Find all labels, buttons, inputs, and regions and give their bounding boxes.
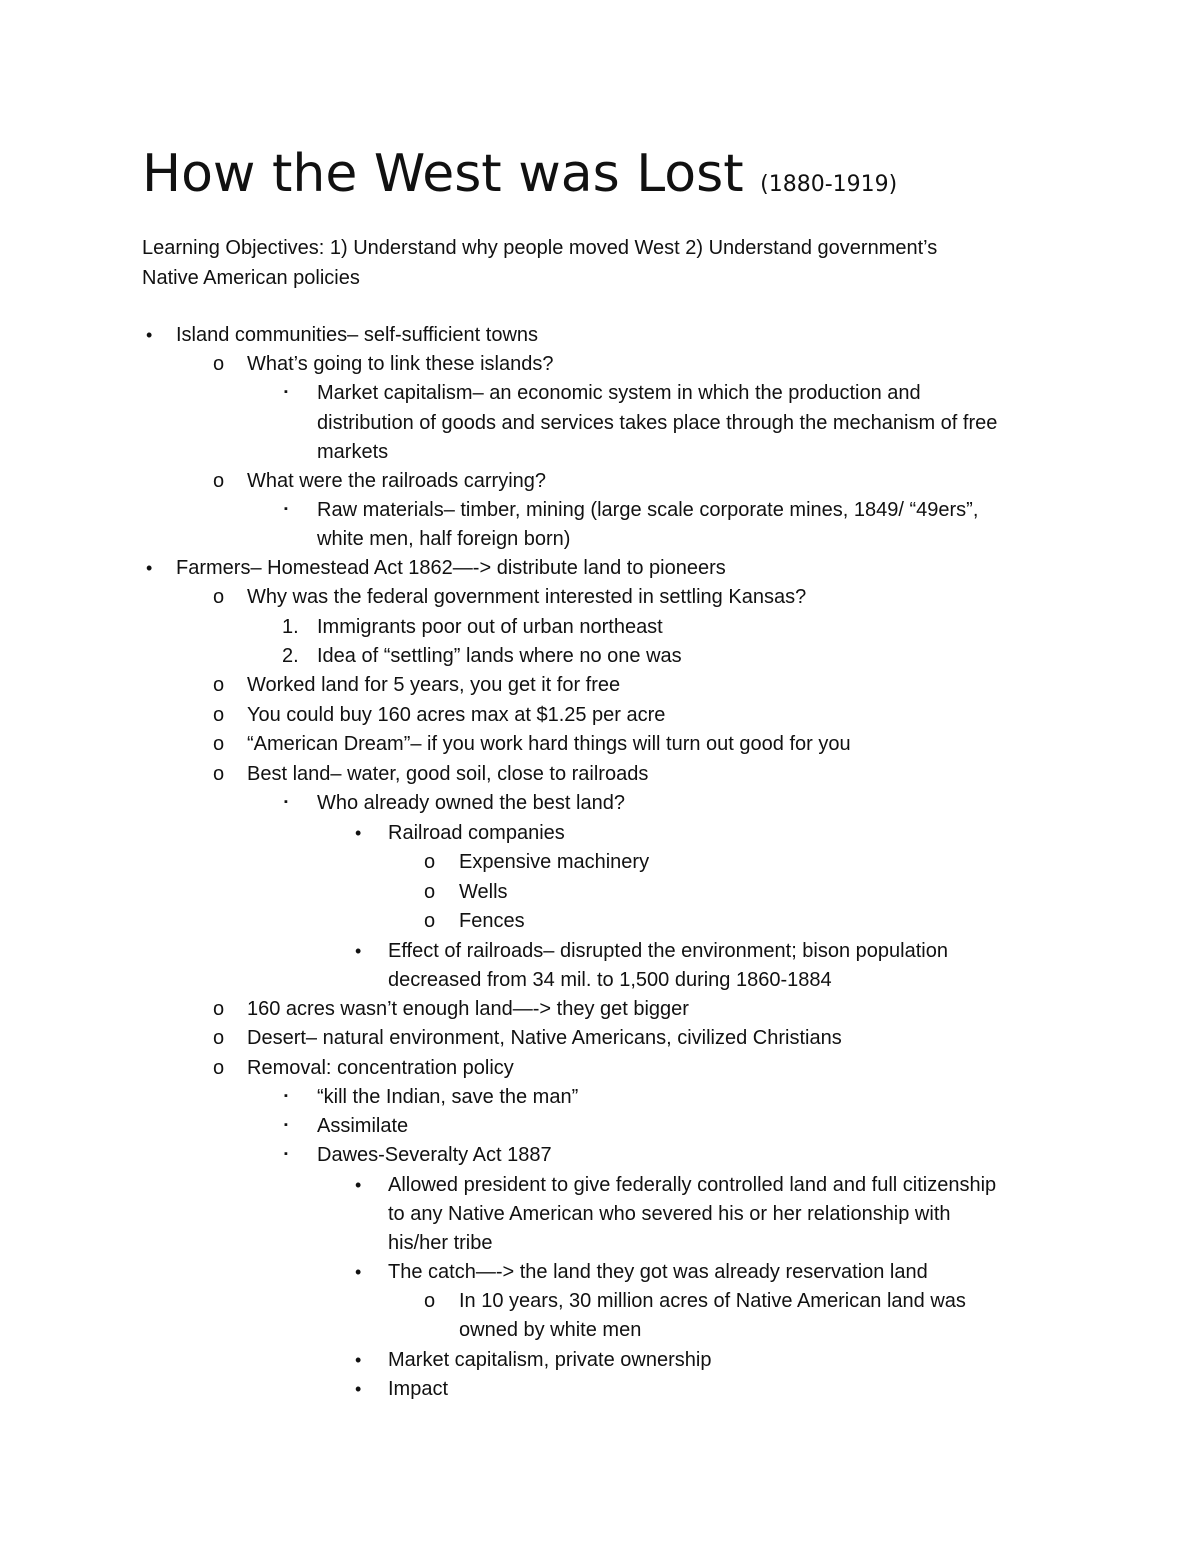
outline-text: Effect of railroads– disrupted the environment; bison population <box>388 940 948 962</box>
outline-text: decreased from 34 mil. to 1,500 during 1860-1884 <box>388 969 832 991</box>
bullet-disc-icon: • <box>355 1175 362 1195</box>
outline-line <box>0 877 1200 907</box>
outline-text: Farmers– Homestead Act 1862—-> distribute land to pioneers <box>176 557 726 579</box>
outline-text: The catch—-> the land they got was already reservation land <box>388 1261 928 1283</box>
outline-text: In 10 years, 30 million acres of Native American land was <box>459 1290 966 1312</box>
outline-text: Immigrants poor out of urban northeast <box>317 616 663 638</box>
outline-text: Dawes-Severalty Act 1887 <box>317 1144 552 1166</box>
learning-objectives-line-1: Learning Objectives: 1) Understand why people moved West 2) Understand government’s <box>142 237 938 259</box>
outline-text: “kill the Indian, save the man” <box>317 1086 579 1108</box>
outline-line <box>0 1257 1200 1287</box>
bullet-circle-icon: o <box>213 586 225 608</box>
outline-text: 160 acres wasn’t enough land—-> they get bigger <box>247 998 689 1020</box>
outline-line <box>0 759 1200 789</box>
outline-line <box>0 700 1200 730</box>
bullet-disc-icon: • <box>146 325 153 345</box>
bullet-disc-icon: • <box>355 823 362 843</box>
outline-line <box>0 378 1200 408</box>
outline-text: Island communities– self-sufficient towns <box>176 324 539 346</box>
bullet-circle-icon: o <box>213 353 225 375</box>
outline-line <box>0 1082 1200 1112</box>
outline-line <box>0 788 1200 818</box>
bullet-disc-icon: • <box>355 1262 362 1282</box>
outline-text: Impact <box>388 1378 449 1400</box>
outline-text: Why was the federal government interested in settling Kansas? <box>247 586 807 608</box>
outline-line <box>0 1053 1200 1083</box>
outline-text: Worked land for 5 years, you get it for free <box>247 674 621 696</box>
outline-text: Wells <box>459 881 508 903</box>
outline-line <box>0 320 1200 350</box>
outline-text: his/her tribe <box>388 1232 493 1254</box>
outline-line <box>0 437 1200 467</box>
outline-text: You could buy 160 acres max at $1.25 per acre <box>247 704 666 726</box>
outline-line <box>0 729 1200 759</box>
outline-line <box>0 553 1200 583</box>
outline-line <box>0 1374 1200 1404</box>
bullet-square-icon: ▪ <box>284 386 288 398</box>
outline-text: Market capitalism– an economic system in which the production and <box>317 382 921 404</box>
bullet-disc-icon: • <box>355 1379 362 1399</box>
outline-line <box>0 1286 1200 1316</box>
outline-text: Removal: concentration policy <box>247 1057 514 1079</box>
bullet-circle-icon: o <box>213 733 225 755</box>
outline-line <box>0 818 1200 848</box>
bullet-disc-icon: • <box>146 558 153 578</box>
outline-line <box>0 1315 1200 1345</box>
outline-line <box>0 582 1200 612</box>
document-title-text: How the West was Lost <box>142 144 744 204</box>
outline-text: Railroad companies <box>388 822 565 844</box>
document-title <box>142 138 897 221</box>
outline-line <box>0 994 1200 1024</box>
bullet-circle-icon: o <box>213 674 225 696</box>
outline-line <box>0 936 1200 966</box>
bullet-disc-icon: • <box>355 1350 362 1370</box>
outline-text: Fences <box>459 910 525 932</box>
bullet-circle-icon: o <box>213 470 225 492</box>
outline-line <box>0 965 1200 995</box>
outline-text: markets <box>317 441 389 463</box>
bullet-circle-icon: o <box>424 1290 436 1312</box>
list-number: 1. <box>282 616 299 638</box>
outline-line <box>0 641 1200 671</box>
bullet-circle-icon: o <box>213 704 225 726</box>
outline-text: Who already owned the best land? <box>317 792 625 814</box>
outline-text: Idea of “settling” lands where no one was <box>317 645 682 667</box>
outline-text: to any Native American who severed his or her relationship with <box>388 1203 951 1225</box>
outline-line <box>0 847 1200 877</box>
bullet-square-icon: ▪ <box>284 1119 288 1131</box>
bullet-circle-icon: o <box>424 881 436 903</box>
document-title-years: (1880-1919) <box>760 172 898 197</box>
bullet-circle-icon: o <box>213 1057 225 1079</box>
outline-text: What were the railroads carrying? <box>247 470 547 492</box>
outline-line <box>0 1023 1200 1053</box>
list-number: 2. <box>282 645 299 667</box>
outline-line <box>0 466 1200 496</box>
outline-line <box>0 670 1200 700</box>
outline-line <box>0 1199 1200 1229</box>
outline-line <box>0 524 1200 554</box>
bullet-square-icon: ▪ <box>284 503 288 515</box>
outline-line <box>0 349 1200 379</box>
outline-text: Desert– natural environment, Native Americans, civilized Christians <box>247 1027 842 1049</box>
bullet-square-icon: ▪ <box>284 796 288 808</box>
learning-objectives-line-2: Native American policies <box>142 266 360 289</box>
outline-line <box>0 1170 1200 1200</box>
outline-text: What’s going to link these islands? <box>247 353 554 375</box>
bullet-circle-icon: o <box>213 763 225 785</box>
outline-text: Allowed president to give federally controlled land and full citizenship <box>388 1174 997 1196</box>
outline-line <box>0 408 1200 438</box>
outline-text: Expensive machinery <box>459 851 650 873</box>
bullet-circle-icon: o <box>424 851 436 873</box>
outline-text: Best land– water, good soil, close to railroads <box>247 763 649 785</box>
outline-line <box>0 1345 1200 1375</box>
bullet-circle-icon: o <box>424 910 436 932</box>
outline-line <box>0 1228 1200 1258</box>
outline-line <box>0 1140 1200 1170</box>
outline-text: Assimilate <box>317 1115 409 1137</box>
outline-text: owned by white men <box>459 1319 642 1341</box>
outline-text: distribution of goods and services takes place through the mechanism of free <box>317 412 998 434</box>
outline-text: Market capitalism, private ownership <box>388 1349 712 1371</box>
outline-text: “American Dream”– if you work hard things will turn out good for you <box>247 733 851 755</box>
outline-line <box>0 495 1200 525</box>
bullet-square-icon: ▪ <box>284 1148 288 1160</box>
outline-line <box>0 906 1200 936</box>
outline-line <box>0 612 1200 642</box>
outline-line <box>0 1111 1200 1141</box>
bullet-circle-icon: o <box>213 1027 225 1049</box>
bullet-circle-icon: o <box>213 998 225 1020</box>
learning-objectives <box>142 234 1042 293</box>
outline-text: Raw materials– timber, mining (large scale corporate mines, 1849/ “49ers”, <box>317 499 979 521</box>
bullet-square-icon: ▪ <box>284 1090 288 1102</box>
outline-text: white men, half foreign born) <box>317 528 571 550</box>
bullet-disc-icon: • <box>355 941 362 961</box>
